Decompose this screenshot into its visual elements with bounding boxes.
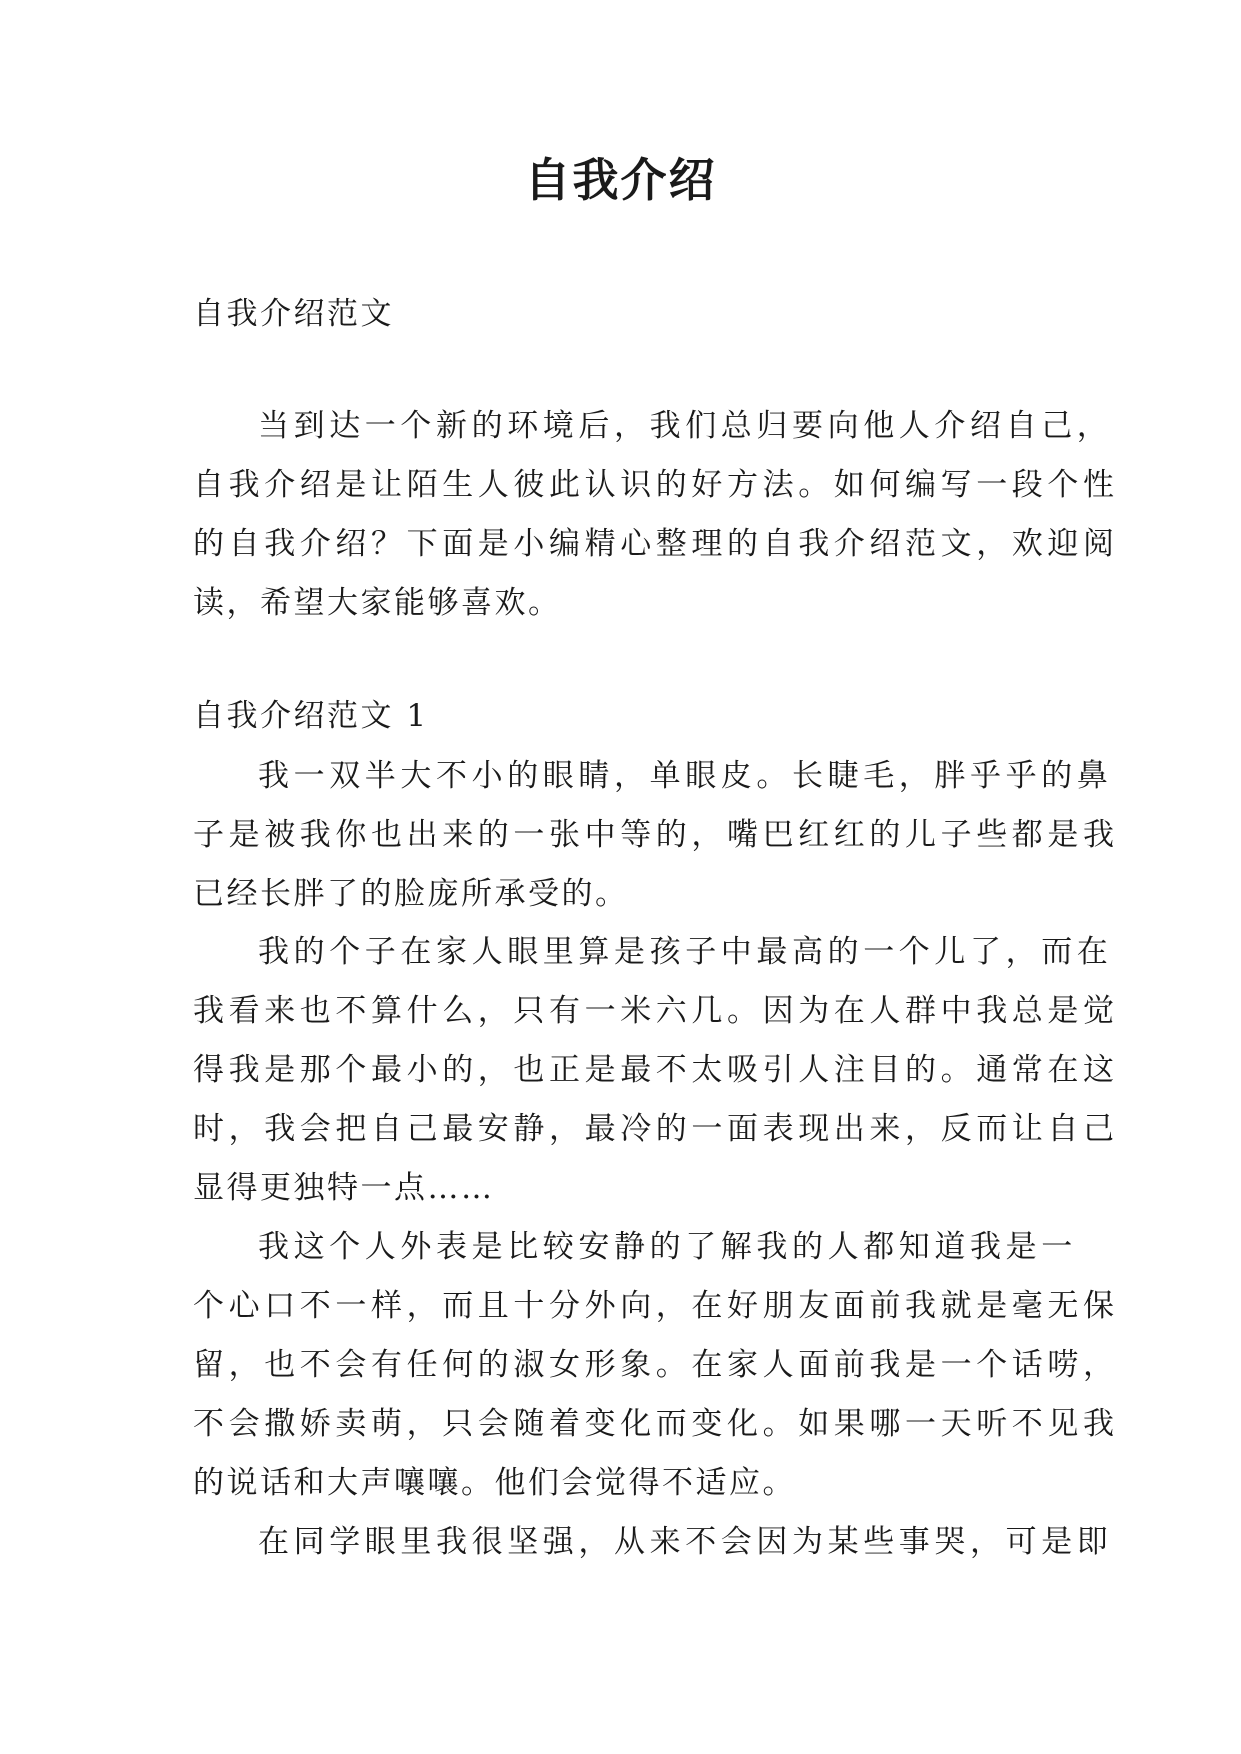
intro-line: 读，希望大家能够喜欢。 [193, 585, 562, 621]
intro-line: 的自我介绍？下面是小编精心整理的自我介绍范文，欢迎阅 [193, 526, 1119, 562]
section-heading: 自我介绍范文 1 [193, 698, 429, 734]
document-title: 自我介绍 [524, 153, 717, 207]
body-line: 我一双半大不小的眼睛，单眼皮。长睫毛，胖乎乎的鼻 [258, 758, 1113, 794]
body-line: 时，我会把自己最安静，最冷的一面表现出来，反而让自己 [193, 1111, 1119, 1147]
body-line: 我这个人外表是比较安静的了解我的人都知道我是一 [258, 1229, 1077, 1265]
body-line: 个心口不一样，而且十分外向，在好朋友面前我就是毫无保 [193, 1288, 1119, 1324]
body-line: 得我是那个最小的，也正是最不太吸引人注目的。通常在这 [193, 1052, 1119, 1088]
intro-line: 自我介绍是让陌生人彼此认识的好方法。如何编写一段个性 [193, 467, 1119, 503]
body-line: 显得更独特一点…… [193, 1170, 495, 1206]
body-line: 已经长胖了的脸庞所承受的。 [193, 876, 629, 912]
subtitle: 自我介绍范文 [193, 296, 394, 332]
body-line: 的说话和大声嚷嚷。他们会觉得不适应。 [193, 1465, 796, 1501]
body-line: 在同学眼里我很坚强，从来不会因为某些事哭，可是即 [258, 1524, 1113, 1560]
intro-line: 当到达一个新的环境后，我们总归要向他人介绍自己， [258, 408, 1113, 444]
body-line: 我的个子在家人眼里算是孩子中最高的一个儿了，而在 [258, 934, 1113, 970]
body-line: 不会撒娇卖萌，只会随着变化而变化。如果哪一天听不见我 [193, 1406, 1119, 1442]
body-line: 留，也不会有任何的淑女形象。在家人面前我是一个话唠， [193, 1347, 1119, 1383]
body-line: 子是被我你也出来的一张中等的，嘴巴红红的儿子些都是我 [193, 817, 1119, 853]
body-line: 我看来也不算什么，只有一米六几。因为在人群中我总是觉 [193, 993, 1119, 1029]
